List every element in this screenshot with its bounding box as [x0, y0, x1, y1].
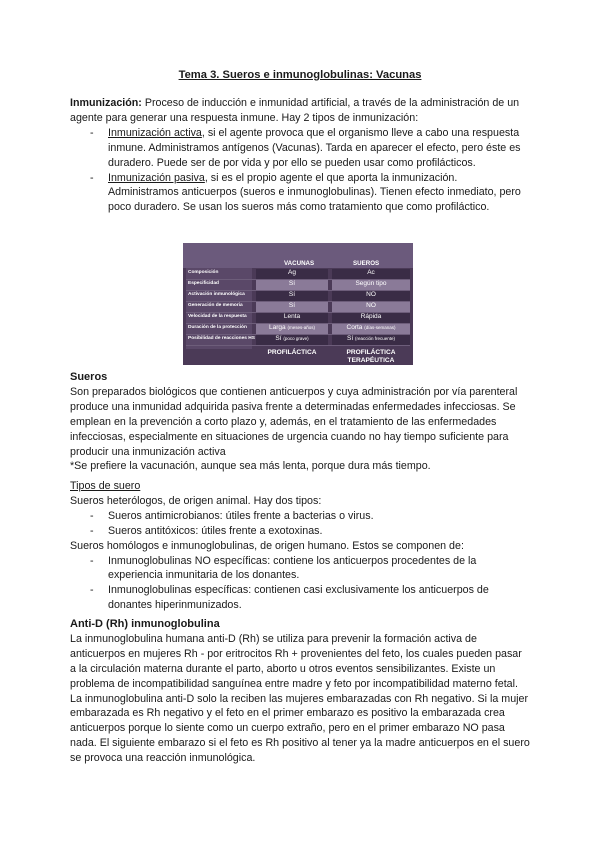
antid-heading: Anti-D (Rh) inmunoglobulina — [70, 618, 220, 630]
footer-vacunas: PROFILÁCTICA — [267, 349, 317, 356]
cell-value: Larga — [269, 324, 286, 331]
heterologos-list — [70, 509, 530, 539]
cell-value: Sí — [347, 335, 354, 342]
list-item — [70, 126, 530, 171]
inmunizacion-pasiva-term: Inmunización pasiva — [108, 171, 205, 184]
header-sueros: SUEROS — [353, 260, 380, 267]
table-header — [183, 243, 413, 268]
cell-sueros: Rápida — [332, 313, 410, 323]
cell-sueros: NO — [332, 291, 410, 301]
cell-sueros — [332, 324, 410, 334]
cell-value: Corta — [346, 324, 363, 331]
row-label: Activación inmunológica — [188, 292, 245, 297]
inmunizacion-activa-text: , si el agente provoca que el organismo lleve a cabo una respuesta inmune. Administramos antígenos (Vacunas). Tarda en aparecer el efecto, pero éste es duradero. Puede ser de por vida y por ello se pueden usar como profilácticos. — [108, 126, 521, 169]
cell-sueros — [332, 335, 410, 345]
footer-sueros-line2: TERAPÉUTICA — [347, 356, 395, 364]
page-title: Tema 3. Sueros e inmunoglobulinas: Vacunas — [178, 69, 422, 81]
row-label: Composición — [188, 270, 219, 275]
sueros-note: *Se prefiere la vacunación, aunque sea más lenta, porque dura más tiempo. — [70, 460, 431, 473]
cell-value: Sí — [275, 335, 282, 342]
cell-note: (meses-años) — [287, 325, 315, 330]
inmunizacion-pasiva-text: , si es el propio agente el que aporta la inmunización. Administramos anticuerpos (sueros e inmunoglobulinas). Tienen efecto inmediato, pero poco duradero. Se usan los sueros más como tratamiento que como profiláctico. — [108, 171, 521, 214]
header-vacunas: VACUNAS — [284, 260, 315, 267]
antid-paragraph: La inmunoglobulina humana anti-D (Rh) se utiliza para prevenir la formación activa de anticuerpos en mujeres Rh - por eritrocitos Rh + provenientes del feto, los cuales pueden pasar a la circulación materna durante el parto, aborto u otros eventos sensibilizantes. Existe un problema de incompatibilidad sanguínea entre madre y feto por incompatibilidad materno fetal. La inmunoglobulina anti-D solo la reciben las mujeres embarazadas con Rh negativo. Si la mujer embarazada es Rh negativo y el feto en el primer embarazo es positivo la embarazada crea anticuerpos porque lo siente como un cuerpo extraño, pero en el primer embarazo NO pasa nada. El siguiente embarazo si el feto es Rh positivo al tener ya la madre anticuerpos en el suero se provoca una reacción inmunológica. — [70, 632, 530, 765]
footer-sueros-line1: PROFILÁCTICA — [346, 349, 396, 356]
homologos-list — [70, 554, 530, 614]
cell-vacunas: Sí — [256, 280, 328, 290]
row-label: Duración de la protección — [188, 325, 247, 330]
homologos-paragraph: Sueros homólogos e inmunoglobulinas, de origen humano. Estos se componen de: — [70, 539, 464, 552]
sueros-heading: Sueros — [70, 371, 108, 383]
row-label: Generación de memoria — [188, 303, 243, 308]
cell-vacunas — [256, 324, 328, 334]
inmunizacion-paragraph — [70, 96, 530, 126]
cell-vacunas — [256, 335, 328, 345]
cell-vacunas: Sí — [256, 302, 328, 312]
cell-vacunas: Ag — [256, 269, 328, 279]
table-row — [186, 313, 410, 324]
cell-note: (días-semanas) — [364, 325, 396, 330]
cell-vacunas: Lenta — [256, 313, 328, 323]
cell-sueros: Según tipo — [332, 280, 410, 290]
cell-sueros: NO — [332, 302, 410, 312]
tipos-section — [70, 479, 530, 613]
inmunizacion-activa-term: Inmunización activa — [108, 126, 202, 139]
list-item: - Inmunoglobulinas NO específicas: contiene los anticuerpos procedentes de la experiencia inmunitaria de los donantes. — [70, 554, 530, 584]
heterologos-paragraph: Sueros heterólogos, de origen animal. Hay dos tipos: — [70, 494, 322, 507]
inmunizacion-section — [70, 96, 530, 215]
inmunizacion-list — [70, 126, 530, 215]
row-label: Posibilidad de reacciones HS — [188, 336, 255, 341]
row-label: Velocidad de la respuesta — [188, 314, 247, 319]
table-row — [186, 291, 410, 302]
antid-section — [70, 617, 530, 766]
table-row — [186, 280, 410, 291]
list-item — [70, 171, 530, 216]
cell-note: (reacción frecuente) — [354, 336, 395, 341]
table-row — [186, 324, 410, 335]
sueros-paragraph: Son preparados biológicos que contienen anticuerpos y cuya administración por vía parenteral produce una inmunidad adquirida pasiva frente a determinadas enfermedades infecciosas. Se emplean en la prevención a corto plazo y, además, en el tratamiento de las enfermedades infecciosas, especialmente en situaciones de urgencia cuando no hay tiempo suficiente para producir una inmunización activa — [70, 385, 518, 458]
list-item: - Sueros antimicrobianos: útiles frente a bacterias o virus. — [70, 509, 530, 524]
list-item: - Sueros antitóxicos: útiles frente a exotoxinas. — [70, 524, 530, 539]
inmunizacion-label: Inmunización: — [70, 97, 142, 109]
footer-sueros — [332, 349, 410, 364]
table-row — [186, 302, 410, 313]
cell-vacunas: Sí — [256, 291, 328, 301]
cell-note: (poco grave) — [283, 336, 309, 341]
row-label: Especificidad — [188, 281, 219, 286]
cell-sueros: Ac — [332, 269, 410, 279]
tipos-heading: Tipos de suero — [70, 480, 141, 492]
table-row — [186, 335, 410, 346]
inmunizacion-text: Proceso de inducción e inmunidad artificial, a través de la administración de un agente para generar una respuesta inmune. Hay 2 tipos de inmunización: — [70, 97, 520, 124]
sueros-section — [70, 370, 530, 474]
list-item: - Inmunoglobulinas específicas: contienen casi exclusivamente los anticuerpos de donantes hiperinmunizados. — [70, 583, 530, 613]
table-row — [186, 269, 410, 280]
vacunas-sueros-table — [183, 243, 413, 365]
